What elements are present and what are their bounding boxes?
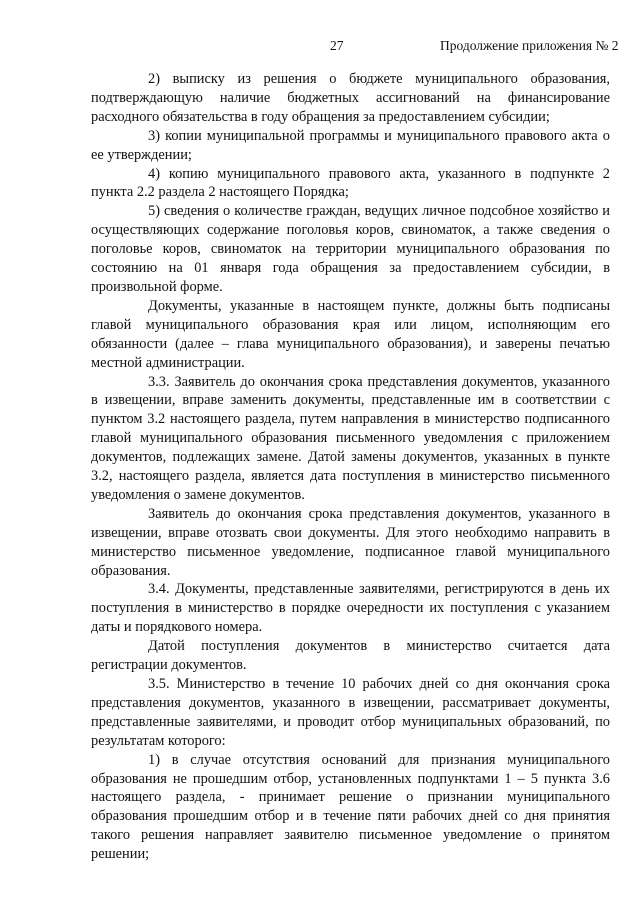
paragraph-item-3-program-copies: 3) копии муниципальной программы и муниципального правового акта о ее утверждении; (91, 127, 610, 163)
paragraph-item-5-livestock-info: 5) сведения о количестве граждан, ведущих личное подсобное хозяйство и осуществляющих содержание поголовья коров, свиноматок, а также сведения о поголовье коров, свиноматок на территории муниципального образования по состоянию на 01 января года обращения за предоставлением субсидии, в произвольной форме. (91, 203, 610, 295)
paragraph-3-3-document-replacement: 3.3. Заявитель до окончания срока представления документов, указанного в извещении, вправе заменить документы, представленные им в соответствии с пунктом 3.2 настоящего раздела, путем направления в министерство подписанного главой муниципального образования письменного уведомления с приложением документов, подлежащих замене. Датой замены документов, указанных в пункте 3.2, настоящего раздела, является дата поступления в министерство письменного уведомления о замене документов. (91, 373, 610, 503)
paragraph-3-4-registration: 3.4. Документы, представленные заявителями, регистрируются в день их поступления в министерство в порядке очередности их поступления с указанием даты и порядкового номера. (91, 581, 610, 636)
paragraph-signature-requirement: Документы, указанные в настоящем пункте, должны быть подписаны главой муниципального образования края или лицом, исполняющим его обязанности (далее – глава муниципального образования), и заверены печатью местной администрации. (91, 297, 610, 371)
page-number: 27 (330, 38, 344, 53)
paragraph-selection-result-1: 1) в случае отсутствия оснований для признания муниципального образования не прошедшим отбор, установленных подпунктами 1 – 5 пункта 3.6 настоящего раздела, - принимает решение о признании муниципального образования прошедшим отбор и в течение пяти рабочих дней со дня принятия такого решения направляет заявителю письменное уведомление о принятом решении; (91, 751, 610, 863)
paragraph-item-4-legal-act-copy: 4) копию муниципального правового акта, указанного в подпункте 2 пункта 2.2 раздела 2 настоящего Порядка; (91, 165, 610, 201)
paragraph-document-withdrawal: Заявитель до окончания срока представления документов, указанного в извещении, вправе отозвать свои документы. Для этого необходимо направить в министерство письменное уведомление, подписанное главой муниципального образования. (91, 505, 610, 579)
paragraph-receipt-date: Датой поступления документов в министерство считается дата регистрации документов. (91, 638, 610, 674)
paragraph-item-2-budget-extract: 2) выписку из решения о бюджете муниципального образования, подтверждающую наличие бюджетных ассигнований на финансирование расходного обязательства в году обращения за предоставлением субсидии; (91, 71, 610, 125)
appendix-continuation-label: Продолжение приложения № 2 (440, 38, 619, 53)
document-body (91, 70, 610, 864)
paragraph-3-5-selection: 3.5. Министерство в течение 10 рабочих дней со дня окончания срока представления документов, указанного в извещении, рассматривает документы, представленные заявителями, и проводит отбор муниципальных образований, по результатам которого: (91, 676, 610, 749)
